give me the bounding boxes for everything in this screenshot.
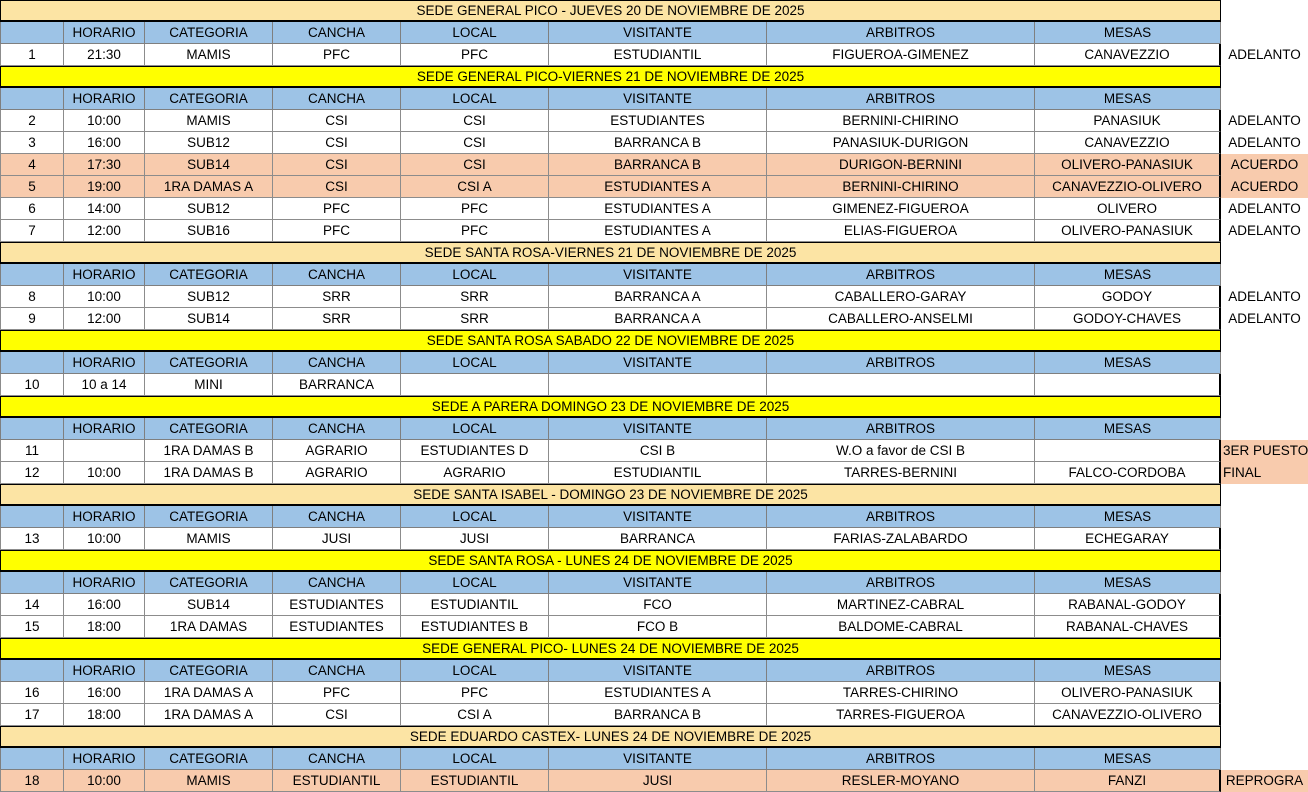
header-num[interactable]: [0, 418, 64, 440]
cell-num[interactable]: 15: [0, 616, 64, 638]
cell-cancha[interactable]: ESTUDIANTES: [273, 594, 401, 616]
header-visitante[interactable]: VISITANTE: [549, 506, 767, 528]
note-cell[interactable]: [1221, 528, 1308, 550]
cell-local[interactable]: JUSI: [401, 528, 549, 550]
note-cell[interactable]: ACUERDO: [1221, 176, 1308, 198]
cell-visitante[interactable]: BARRANCA B: [549, 704, 767, 726]
header-num[interactable]: [0, 572, 64, 594]
section-title-row: [0, 242, 1308, 264]
note-cell[interactable]: [1221, 66, 1308, 88]
cell-num[interactable]: 13: [0, 528, 64, 550]
section-title[interactable]: SEDE SANTA ROSA SABADO 22 DE NOVIEMBRE DE 2025: [0, 330, 1221, 352]
cell-arbitros[interactable]: W.O a favor de CSI B: [767, 440, 1035, 462]
cell-visitante[interactable]: ESTUDIANTES A: [549, 682, 767, 704]
header-local[interactable]: LOCAL: [401, 572, 549, 594]
cell-cancha[interactable]: AGRARIO: [273, 440, 401, 462]
header-mesas[interactable]: MESAS: [1035, 352, 1221, 374]
note-cell[interactable]: REPROGRA: [1221, 770, 1308, 792]
cell-cancha[interactable]: PFC: [273, 682, 401, 704]
cell-local[interactable]: ESTUDIANTES B: [401, 616, 549, 638]
cell-local[interactable]: CSI: [401, 110, 549, 132]
cell-num[interactable]: 16: [0, 682, 64, 704]
header-arbitros[interactable]: ARBITROS: [767, 88, 1035, 110]
header-visitante[interactable]: VISITANTE: [549, 352, 767, 374]
note-cell[interactable]: FINAL: [1221, 462, 1308, 484]
note-cell[interactable]: [1221, 506, 1308, 528]
cell-mesas[interactable]: PANASIUK: [1035, 110, 1221, 132]
header-mesas[interactable]: MESAS: [1035, 22, 1221, 44]
header-mesas[interactable]: MESAS: [1035, 572, 1221, 594]
header-visitante[interactable]: VISITANTE: [549, 572, 767, 594]
cell-horario[interactable]: 10:00: [64, 770, 145, 792]
header-mesas[interactable]: MESAS: [1035, 506, 1221, 528]
cell-categoria[interactable]: SUB12: [145, 286, 273, 308]
cell-local[interactable]: ESTUDIANTES D: [401, 440, 549, 462]
cell-arbitros[interactable]: BERNINI-CHIRINO: [767, 176, 1035, 198]
section-title-row: [0, 550, 1308, 572]
section-title-row: [0, 396, 1308, 418]
note-cell[interactable]: [1221, 616, 1308, 638]
header-cancha[interactable]: CANCHA: [273, 748, 401, 770]
header-categoria[interactable]: CATEGORIA: [145, 506, 273, 528]
cell-mesas[interactable]: [1035, 440, 1221, 462]
section-title[interactable]: SEDE GENERAL PICO - JUEVES 20 DE NOVIEMBRE DE 2025: [0, 0, 1221, 22]
section-title-row: [0, 0, 1308, 22]
header-categoria[interactable]: CATEGORIA: [145, 572, 273, 594]
table-row: [0, 110, 1308, 132]
table-row: [0, 704, 1308, 726]
table-row: [0, 770, 1308, 792]
cell-horario[interactable]: 10:00: [64, 110, 145, 132]
header-arbitros[interactable]: ARBITROS: [767, 352, 1035, 374]
header-local[interactable]: LOCAL: [401, 88, 549, 110]
cell-local[interactable]: ESTUDIANTIL: [401, 594, 549, 616]
cell-categoria[interactable]: 1RA DAMAS A: [145, 176, 273, 198]
cell-cancha[interactable]: AGRARIO: [273, 462, 401, 484]
note-cell[interactable]: ADELANTO: [1228, 113, 1301, 129]
header-arbitros[interactable]: ARBITROS: [767, 264, 1035, 286]
header-categoria[interactable]: CATEGORIA: [145, 264, 273, 286]
cell-visitante[interactable]: JUSI: [549, 770, 767, 792]
table-row: [0, 594, 1308, 616]
cell-mesas[interactable]: FALCO-CORDOBA: [1035, 462, 1221, 484]
cell-arbitros[interactable]: TARRES-BERNINI: [767, 462, 1035, 484]
cell-local[interactable]: PFC: [401, 198, 549, 220]
section-title-row: [0, 638, 1308, 660]
cell-local[interactable]: [401, 374, 549, 396]
note-cell[interactable]: ADELANTO: [1228, 135, 1301, 151]
cell-arbitros[interactable]: ELIAS-FIGUEROA: [767, 220, 1035, 242]
header-visitante[interactable]: VISITANTE: [549, 660, 767, 682]
table-row: [0, 528, 1308, 550]
note-cell[interactable]: [1221, 0, 1308, 22]
column-header-row: [0, 572, 1308, 594]
cell-num[interactable]: 2: [0, 110, 64, 132]
cell-categoria[interactable]: MAMIS: [145, 770, 273, 792]
cell-categoria[interactable]: 1RA DAMAS B: [145, 440, 273, 462]
cell-categoria[interactable]: 1RA DAMAS A: [145, 682, 273, 704]
cell-horario[interactable]: 17:30: [64, 154, 145, 176]
header-cancha[interactable]: CANCHA: [273, 88, 401, 110]
cell-cancha[interactable]: PFC: [273, 220, 401, 242]
header-arbitros[interactable]: ARBITROS: [767, 506, 1035, 528]
cell-local[interactable]: AGRARIO: [401, 462, 549, 484]
header-horario[interactable]: HORARIO: [64, 748, 145, 770]
cell-visitante[interactable]: FCO B: [549, 616, 767, 638]
header-horario[interactable]: HORARIO: [64, 572, 145, 594]
cell-categoria[interactable]: 1RA DAMAS B: [145, 462, 273, 484]
table-row: [0, 286, 1308, 308]
cell-horario[interactable]: 21:30: [64, 44, 145, 66]
cell-horario[interactable]: 16:00: [64, 682, 145, 704]
header-categoria[interactable]: CATEGORIA: [145, 418, 273, 440]
cell-mesas[interactable]: FANZI: [1035, 770, 1221, 792]
note-cell[interactable]: [1221, 484, 1308, 506]
header-arbitros[interactable]: ARBITROS: [767, 572, 1035, 594]
cell-horario[interactable]: 12:00: [64, 220, 145, 242]
cell-horario[interactable]: 14:00: [64, 198, 145, 220]
cell-horario[interactable]: 12:00: [64, 308, 145, 330]
header-categoria[interactable]: CATEGORIA: [145, 660, 273, 682]
cell-horario[interactable]: 10 a 14: [64, 374, 145, 396]
header-local[interactable]: LOCAL: [401, 264, 549, 286]
table-row: [0, 682, 1308, 704]
cell-mesas[interactable]: CANAVEZZIO: [1035, 132, 1221, 154]
cell-visitante[interactable]: [549, 374, 767, 396]
header-visitante[interactable]: VISITANTE: [549, 22, 767, 44]
header-cancha[interactable]: CANCHA: [273, 264, 401, 286]
header-cancha[interactable]: CANCHA: [273, 506, 401, 528]
header-local[interactable]: LOCAL: [401, 748, 549, 770]
header-horario[interactable]: HORARIO: [64, 264, 145, 286]
header-horario[interactable]: HORARIO: [64, 506, 145, 528]
cell-horario[interactable]: 19:00: [64, 176, 145, 198]
header-num[interactable]: [0, 22, 64, 44]
cell-local[interactable]: PFC: [401, 220, 549, 242]
note-cell[interactable]: 3ER PUESTO: [1221, 440, 1308, 462]
cell-cancha[interactable]: ESTUDIANTIL: [273, 770, 401, 792]
note-cell[interactable]: ADELANTO: [1228, 289, 1301, 305]
header-horario[interactable]: HORARIO: [64, 88, 145, 110]
cell-mesas[interactable]: [1035, 374, 1221, 396]
cell-horario[interactable]: 18:00: [64, 704, 145, 726]
cell-local[interactable]: CSI: [401, 154, 549, 176]
cell-mesas[interactable]: CANAVEZZIO-OLIVERO: [1035, 176, 1221, 198]
cell-local[interactable]: PFC: [401, 44, 549, 66]
header-local[interactable]: LOCAL: [401, 418, 549, 440]
note-cell[interactable]: [1221, 550, 1308, 572]
cell-cancha[interactable]: CSI: [273, 110, 401, 132]
cell-arbitros[interactable]: FIGUEROA-GIMENEZ: [767, 44, 1035, 66]
note-cell[interactable]: ADELANTO: [1228, 201, 1301, 217]
cell-local[interactable]: CSI A: [401, 176, 549, 198]
header-visitante[interactable]: VISITANTE: [549, 264, 767, 286]
cell-local[interactable]: PFC: [401, 682, 549, 704]
section-title[interactable]: SEDE EDUARDO CASTEX- LUNES 24 DE NOVIEMBRE DE 2025: [0, 726, 1221, 748]
header-mesas[interactable]: MESAS: [1035, 418, 1221, 440]
cell-arbitros[interactable]: TARRES-FIGUEROA: [767, 704, 1035, 726]
table-row: [0, 220, 1308, 242]
cell-num[interactable]: 8: [0, 286, 64, 308]
cell-num[interactable]: 7: [0, 220, 64, 242]
table-row: [0, 462, 1308, 484]
cell-num[interactable]: 9: [0, 308, 64, 330]
cell-categoria[interactable]: SUB14: [145, 594, 273, 616]
header-cancha[interactable]: CANCHA: [273, 352, 401, 374]
cell-categoria[interactable]: SUB16: [145, 220, 273, 242]
cell-horario[interactable]: 10:00: [64, 462, 145, 484]
cell-visitante[interactable]: ESTUDIANTIL: [549, 462, 767, 484]
column-header-row: [0, 352, 1308, 374]
header-cancha[interactable]: CANCHA: [273, 418, 401, 440]
cell-cancha[interactable]: PFC: [273, 198, 401, 220]
column-header-row: [0, 506, 1308, 528]
table-row: [0, 154, 1308, 176]
cell-arbitros[interactable]: FARIAS-ZALABARDO: [767, 528, 1035, 550]
section-title[interactable]: SEDE SANTA ROSA - LUNES 24 DE NOVIEMBRE DE 2025: [0, 550, 1221, 572]
column-header-row: [0, 748, 1308, 770]
cell-arbitros[interactable]: [767, 374, 1035, 396]
header-num[interactable]: [0, 748, 64, 770]
header-cancha[interactable]: CANCHA: [273, 22, 401, 44]
cell-num[interactable]: 11: [0, 440, 64, 462]
cell-cancha[interactable]: PFC: [273, 44, 401, 66]
note-cell[interactable]: [1221, 594, 1308, 616]
note-cell[interactable]: [1221, 704, 1308, 726]
note-cell[interactable]: ADELANTO: [1228, 223, 1301, 239]
note-cell[interactable]: [1221, 682, 1308, 704]
table-row: [0, 616, 1308, 638]
header-arbitros[interactable]: ARBITROS: [767, 22, 1035, 44]
note-cell[interactable]: ADELANTO: [1228, 47, 1301, 63]
cell-arbitros[interactable]: GIMENEZ-FIGUEROA: [767, 198, 1035, 220]
cell-visitante[interactable]: CSI B: [549, 440, 767, 462]
cell-horario[interactable]: 18:00: [64, 616, 145, 638]
note-cell[interactable]: [1221, 22, 1308, 44]
note-cell[interactable]: ACUERDO: [1221, 154, 1308, 176]
cell-arbitros[interactable]: MARTINEZ-CABRAL: [767, 594, 1035, 616]
section-title-row: [0, 66, 1308, 88]
section-title[interactable]: SEDE SANTA ISABEL - DOMINGO 23 DE NOVIEMBRE DE 2025: [0, 484, 1221, 506]
cell-categoria[interactable]: SUB14: [145, 154, 273, 176]
cell-categoria[interactable]: MAMIS: [145, 44, 273, 66]
cell-local[interactable]: SRR: [401, 308, 549, 330]
note-cell[interactable]: [1221, 748, 1308, 770]
table-row: [0, 132, 1308, 154]
table-row: [0, 374, 1308, 396]
cell-cancha[interactable]: ESTUDIANTES: [273, 616, 401, 638]
cell-visitante[interactable]: ESTUDIANTES: [549, 110, 767, 132]
note-cell[interactable]: [1221, 726, 1308, 748]
table-row: [0, 44, 1308, 66]
table-row: [0, 308, 1308, 330]
cell-visitante[interactable]: ESTUDIANTES A: [549, 176, 767, 198]
cell-arbitros[interactable]: CABALLERO-GARAY: [767, 286, 1035, 308]
header-num[interactable]: [0, 264, 64, 286]
column-header-row: [0, 22, 1308, 44]
cell-cancha[interactable]: JUSI: [273, 528, 401, 550]
header-local[interactable]: LOCAL: [401, 352, 549, 374]
header-num[interactable]: [0, 352, 64, 374]
cell-mesas[interactable]: ECHEGARAY: [1035, 528, 1221, 550]
note-cell[interactable]: ADELANTO: [1228, 311, 1301, 327]
section-title[interactable]: SEDE SANTA ROSA-VIERNES 21 DE NOVIEMBRE DE 2025: [0, 242, 1221, 264]
cell-cancha[interactable]: CSI: [273, 154, 401, 176]
cell-num[interactable]: 1: [0, 44, 64, 66]
cell-arbitros[interactable]: RESLER-MOYANO: [767, 770, 1035, 792]
section-title-row: [0, 484, 1308, 506]
header-visitante[interactable]: VISITANTE: [549, 418, 767, 440]
cell-num[interactable]: 3: [0, 132, 64, 154]
cell-horario[interactable]: 10:00: [64, 528, 145, 550]
header-mesas[interactable]: MESAS: [1035, 748, 1221, 770]
cell-horario[interactable]: 16:00: [64, 594, 145, 616]
header-cancha[interactable]: CANCHA: [273, 660, 401, 682]
column-header-row: [0, 660, 1308, 682]
cell-horario[interactable]: 10:00: [64, 286, 145, 308]
cell-visitante[interactable]: ESTUDIANTIL: [549, 44, 767, 66]
header-horario[interactable]: HORARIO: [64, 660, 145, 682]
header-local[interactable]: LOCAL: [401, 506, 549, 528]
note-cell[interactable]: [1221, 572, 1308, 594]
column-header-row: [0, 418, 1308, 440]
header-num[interactable]: [0, 88, 64, 110]
cell-mesas[interactable]: GODOY: [1035, 286, 1221, 308]
cell-num[interactable]: 6: [0, 198, 64, 220]
cell-categoria[interactable]: MINI: [145, 374, 273, 396]
note-cell[interactable]: [1221, 418, 1308, 440]
header-num[interactable]: [0, 506, 64, 528]
cell-cancha[interactable]: CSI: [273, 132, 401, 154]
cell-categoria[interactable]: MAMIS: [145, 110, 273, 132]
header-visitante[interactable]: VISITANTE: [549, 748, 767, 770]
cell-local[interactable]: SRR: [401, 286, 549, 308]
cell-categoria[interactable]: SUB12: [145, 132, 273, 154]
cell-cancha[interactable]: BARRANCA: [273, 374, 401, 396]
cell-categoria[interactable]: SUB12: [145, 198, 273, 220]
header-local[interactable]: LOCAL: [401, 660, 549, 682]
note-cell[interactable]: [1221, 638, 1308, 660]
cell-arbitros[interactable]: TARRES-CHIRINO: [767, 682, 1035, 704]
cell-mesas[interactable]: CANAVEZZIO: [1035, 44, 1221, 66]
header-arbitros[interactable]: ARBITROS: [767, 660, 1035, 682]
cell-cancha[interactable]: SRR: [273, 286, 401, 308]
cell-mesas[interactable]: OLIVERO: [1035, 198, 1221, 220]
cell-num[interactable]: 10: [0, 374, 64, 396]
note-cell[interactable]: [1221, 264, 1308, 286]
header-arbitros[interactable]: ARBITROS: [767, 748, 1035, 770]
cell-categoria[interactable]: SUB14: [145, 308, 273, 330]
cell-mesas[interactable]: OLIVERO-PANASIUK: [1035, 154, 1221, 176]
cell-local[interactable]: CSI A: [401, 704, 549, 726]
header-horario[interactable]: HORARIO: [64, 418, 145, 440]
cell-arbitros[interactable]: PANASIUK-DURIGON: [767, 132, 1035, 154]
column-header-row: [0, 264, 1308, 286]
section-title-row: [0, 330, 1308, 352]
cell-num[interactable]: 17: [0, 704, 64, 726]
note-cell[interactable]: [1221, 660, 1308, 682]
table-row: [0, 440, 1308, 462]
section-title[interactable]: SEDE GENERAL PICO-VIERNES 21 DE NOVIEMBRE DE 2025: [0, 66, 1221, 88]
cell-visitante[interactable]: FCO: [549, 594, 767, 616]
cell-visitante[interactable]: BARRANCA: [549, 528, 767, 550]
header-cancha[interactable]: CANCHA: [273, 572, 401, 594]
header-mesas[interactable]: MESAS: [1035, 264, 1221, 286]
cell-mesas[interactable]: OLIVERO-PANASIUK: [1035, 682, 1221, 704]
note-cell[interactable]: [1221, 352, 1308, 374]
section-title[interactable]: SEDE A PARERA DOMINGO 23 DE NOVIEMBRE DE 2025: [0, 396, 1221, 418]
cell-categoria[interactable]: 1RA DAMAS: [145, 616, 273, 638]
header-horario[interactable]: HORARIO: [64, 22, 145, 44]
cell-num[interactable]: 4: [0, 154, 64, 176]
cell-mesas[interactable]: GODOY-CHAVES: [1035, 308, 1221, 330]
cell-mesas[interactable]: CANAVEZZIO-OLIVERO: [1035, 704, 1221, 726]
cell-num[interactable]: 12: [0, 462, 64, 484]
header-categoria[interactable]: CATEGORIA: [145, 352, 273, 374]
cell-num[interactable]: 18: [0, 770, 64, 792]
cell-visitante[interactable]: ESTUDIANTES A: [549, 220, 767, 242]
cell-num[interactable]: 14: [0, 594, 64, 616]
cell-visitante[interactable]: ESTUDIANTES A: [549, 198, 767, 220]
header-categoria[interactable]: CATEGORIA: [145, 748, 273, 770]
cell-local[interactable]: ESTUDIANTIL: [401, 770, 549, 792]
header-mesas[interactable]: MESAS: [1035, 88, 1221, 110]
header-categoria[interactable]: CATEGORIA: [145, 88, 273, 110]
cell-local[interactable]: CSI: [401, 132, 549, 154]
cell-arbitros[interactable]: BERNINI-CHIRINO: [767, 110, 1035, 132]
cell-horario[interactable]: 16:00: [64, 132, 145, 154]
note-cell[interactable]: [1221, 330, 1308, 352]
cell-horario[interactable]: [64, 440, 145, 462]
section-title[interactable]: SEDE GENERAL PICO- LUNES 24 DE NOVIEMBRE DE 2025: [0, 638, 1221, 660]
column-header-row: [0, 88, 1308, 110]
header-local[interactable]: LOCAL: [401, 22, 549, 44]
cell-mesas[interactable]: RABANAL-CHAVES: [1035, 616, 1221, 638]
cell-arbitros[interactable]: CABALLERO-ANSELMI: [767, 308, 1035, 330]
table-row: [0, 198, 1308, 220]
cell-mesas[interactable]: OLIVERO-PANASIUK: [1035, 220, 1221, 242]
cell-arbitros[interactable]: DURIGON-BERNINI: [767, 154, 1035, 176]
note-cell[interactable]: [1221, 88, 1308, 110]
note-cell[interactable]: [1221, 374, 1308, 396]
cell-cancha[interactable]: CSI: [273, 704, 401, 726]
cell-cancha[interactable]: SRR: [273, 308, 401, 330]
header-mesas[interactable]: MESAS: [1035, 660, 1221, 682]
section-title-row: [0, 726, 1308, 748]
header-categoria[interactable]: CATEGORIA: [145, 22, 273, 44]
cell-num[interactable]: 5: [0, 176, 64, 198]
cell-categoria[interactable]: 1RA DAMAS A: [145, 704, 273, 726]
cell-mesas[interactable]: RABANAL-GODOY: [1035, 594, 1221, 616]
cell-visitante[interactable]: BARRANCA A: [549, 308, 767, 330]
table-row: [0, 176, 1308, 198]
cell-categoria[interactable]: MAMIS: [145, 528, 273, 550]
cell-visitante[interactable]: BARRANCA B: [549, 132, 767, 154]
note-cell[interactable]: [1221, 242, 1308, 264]
cell-arbitros[interactable]: BALDOME-CABRAL: [767, 616, 1035, 638]
cell-visitante[interactable]: BARRANCA B: [549, 154, 767, 176]
note-cell[interactable]: [1221, 396, 1308, 418]
header-visitante[interactable]: VISITANTE: [549, 88, 767, 110]
cell-visitante[interactable]: BARRANCA A: [549, 286, 767, 308]
header-num[interactable]: [0, 660, 64, 682]
header-horario[interactable]: HORARIO: [64, 352, 145, 374]
header-arbitros[interactable]: ARBITROS: [767, 418, 1035, 440]
cell-cancha[interactable]: CSI: [273, 176, 401, 198]
